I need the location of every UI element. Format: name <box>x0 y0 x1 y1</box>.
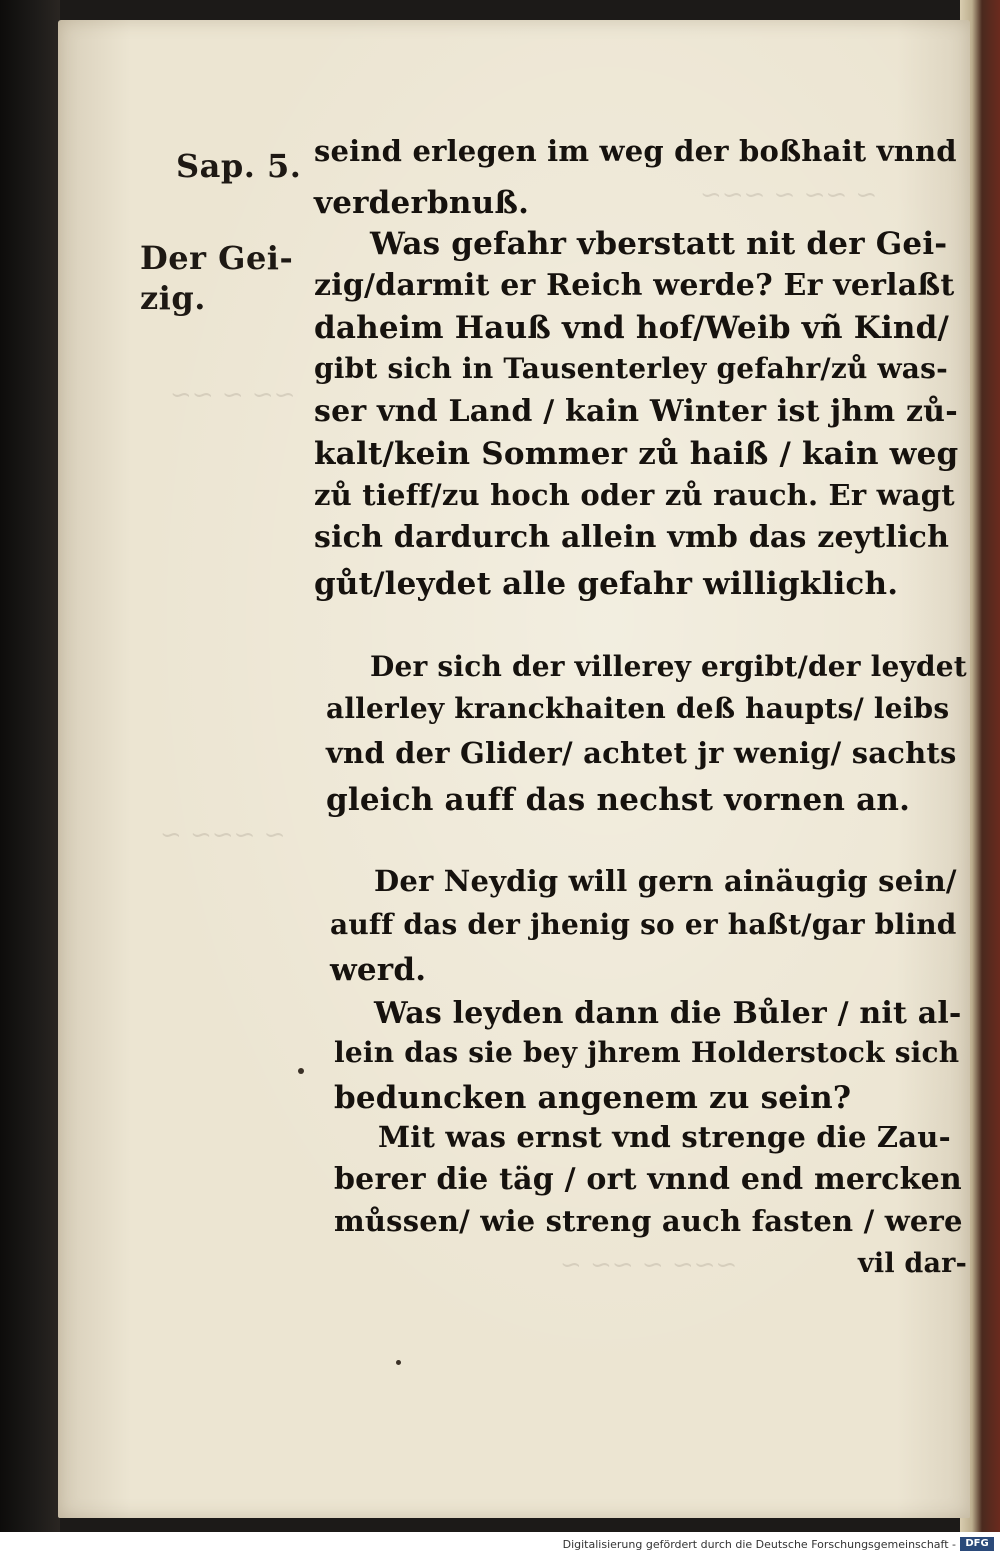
text-line: Was gefahr vberstatt nit der Gei- <box>370 226 948 262</box>
text-line: gůt/leydet alle gefahr willigklich. <box>314 566 899 602</box>
text-line: Der Neydig will gern ainäugig sein/ <box>374 864 957 898</box>
text-line: daheim Hauß vnd hof/Weib vñ Kind/ <box>314 310 950 346</box>
text-line: verderbnuß. <box>314 185 530 221</box>
margin-note-line: Der Gei- <box>140 239 294 277</box>
text-line: můssen/ wie streng auch fasten / were <box>334 1204 963 1238</box>
text-line: zig/darmit er Reich werde? Er verlaßt <box>314 268 955 303</box>
text-line: vnd der Glider/ achtet jr wenig/ sachts <box>326 736 957 770</box>
ink-fleck <box>298 1068 304 1074</box>
bleed-through: ~~ ~ ~~ <box>170 380 296 410</box>
text-line: Der sich der villerey ergibt/der leydet <box>370 650 967 683</box>
text-line: Mit was ernst vnd strenge die Zau- <box>378 1120 951 1154</box>
ink-fleck <box>396 1360 401 1365</box>
margin-note-line: zig. <box>140 279 206 317</box>
bleed-through: ~~~ ~ ~~ ~ <box>560 1250 738 1280</box>
text-line: zů tieff/zu hoch oder zů rauch. Er wagt <box>314 478 955 512</box>
text-line: berer die täg / ort vnnd end mercken <box>334 1162 962 1197</box>
dfg-logo: DFG <box>960 1537 994 1551</box>
text-line: sich dardurch allein vmb das zeytlich <box>314 520 950 555</box>
chapter-reference: Sap. 5. <box>176 147 302 185</box>
text-line: werd. <box>330 952 427 988</box>
text-line: beduncken angenem zu sein? <box>334 1080 852 1116</box>
text-line: auff das der jhenig so er haßt/gar blind <box>330 908 957 941</box>
funding-credit: Digitalisierung gefördert durch die Deutsche Forschungsgemeinschaft - <box>562 1538 956 1551</box>
text-line: allerley kranckhaiten deß haupts/ leibs <box>326 692 950 725</box>
text-line: gibt sich in Tausenterley gefahr/zů was- <box>314 352 948 385</box>
text-line: ser vnd Land / kain Winter ist jhm zů- <box>314 394 958 429</box>
bleed-through: ~ ~~ ~ ~~~ <box>700 180 878 210</box>
book-spine <box>0 0 60 1532</box>
catchword: vil dar- <box>858 1248 968 1279</box>
text-line: lein das sie bey jhrem Holderstock sich <box>334 1036 960 1069</box>
bleed-through: ~ ~~~ ~ <box>160 820 286 850</box>
text-line: gleich auff das nechst vornen an. <box>326 782 911 818</box>
text-line: seind erlegen im weg der boßhait vnnd <box>314 134 957 168</box>
text-line: Was leyden dann die Bůler / nit al- <box>374 996 962 1031</box>
text-line: kalt/kein Sommer zů haiß / kain weg <box>314 436 959 472</box>
